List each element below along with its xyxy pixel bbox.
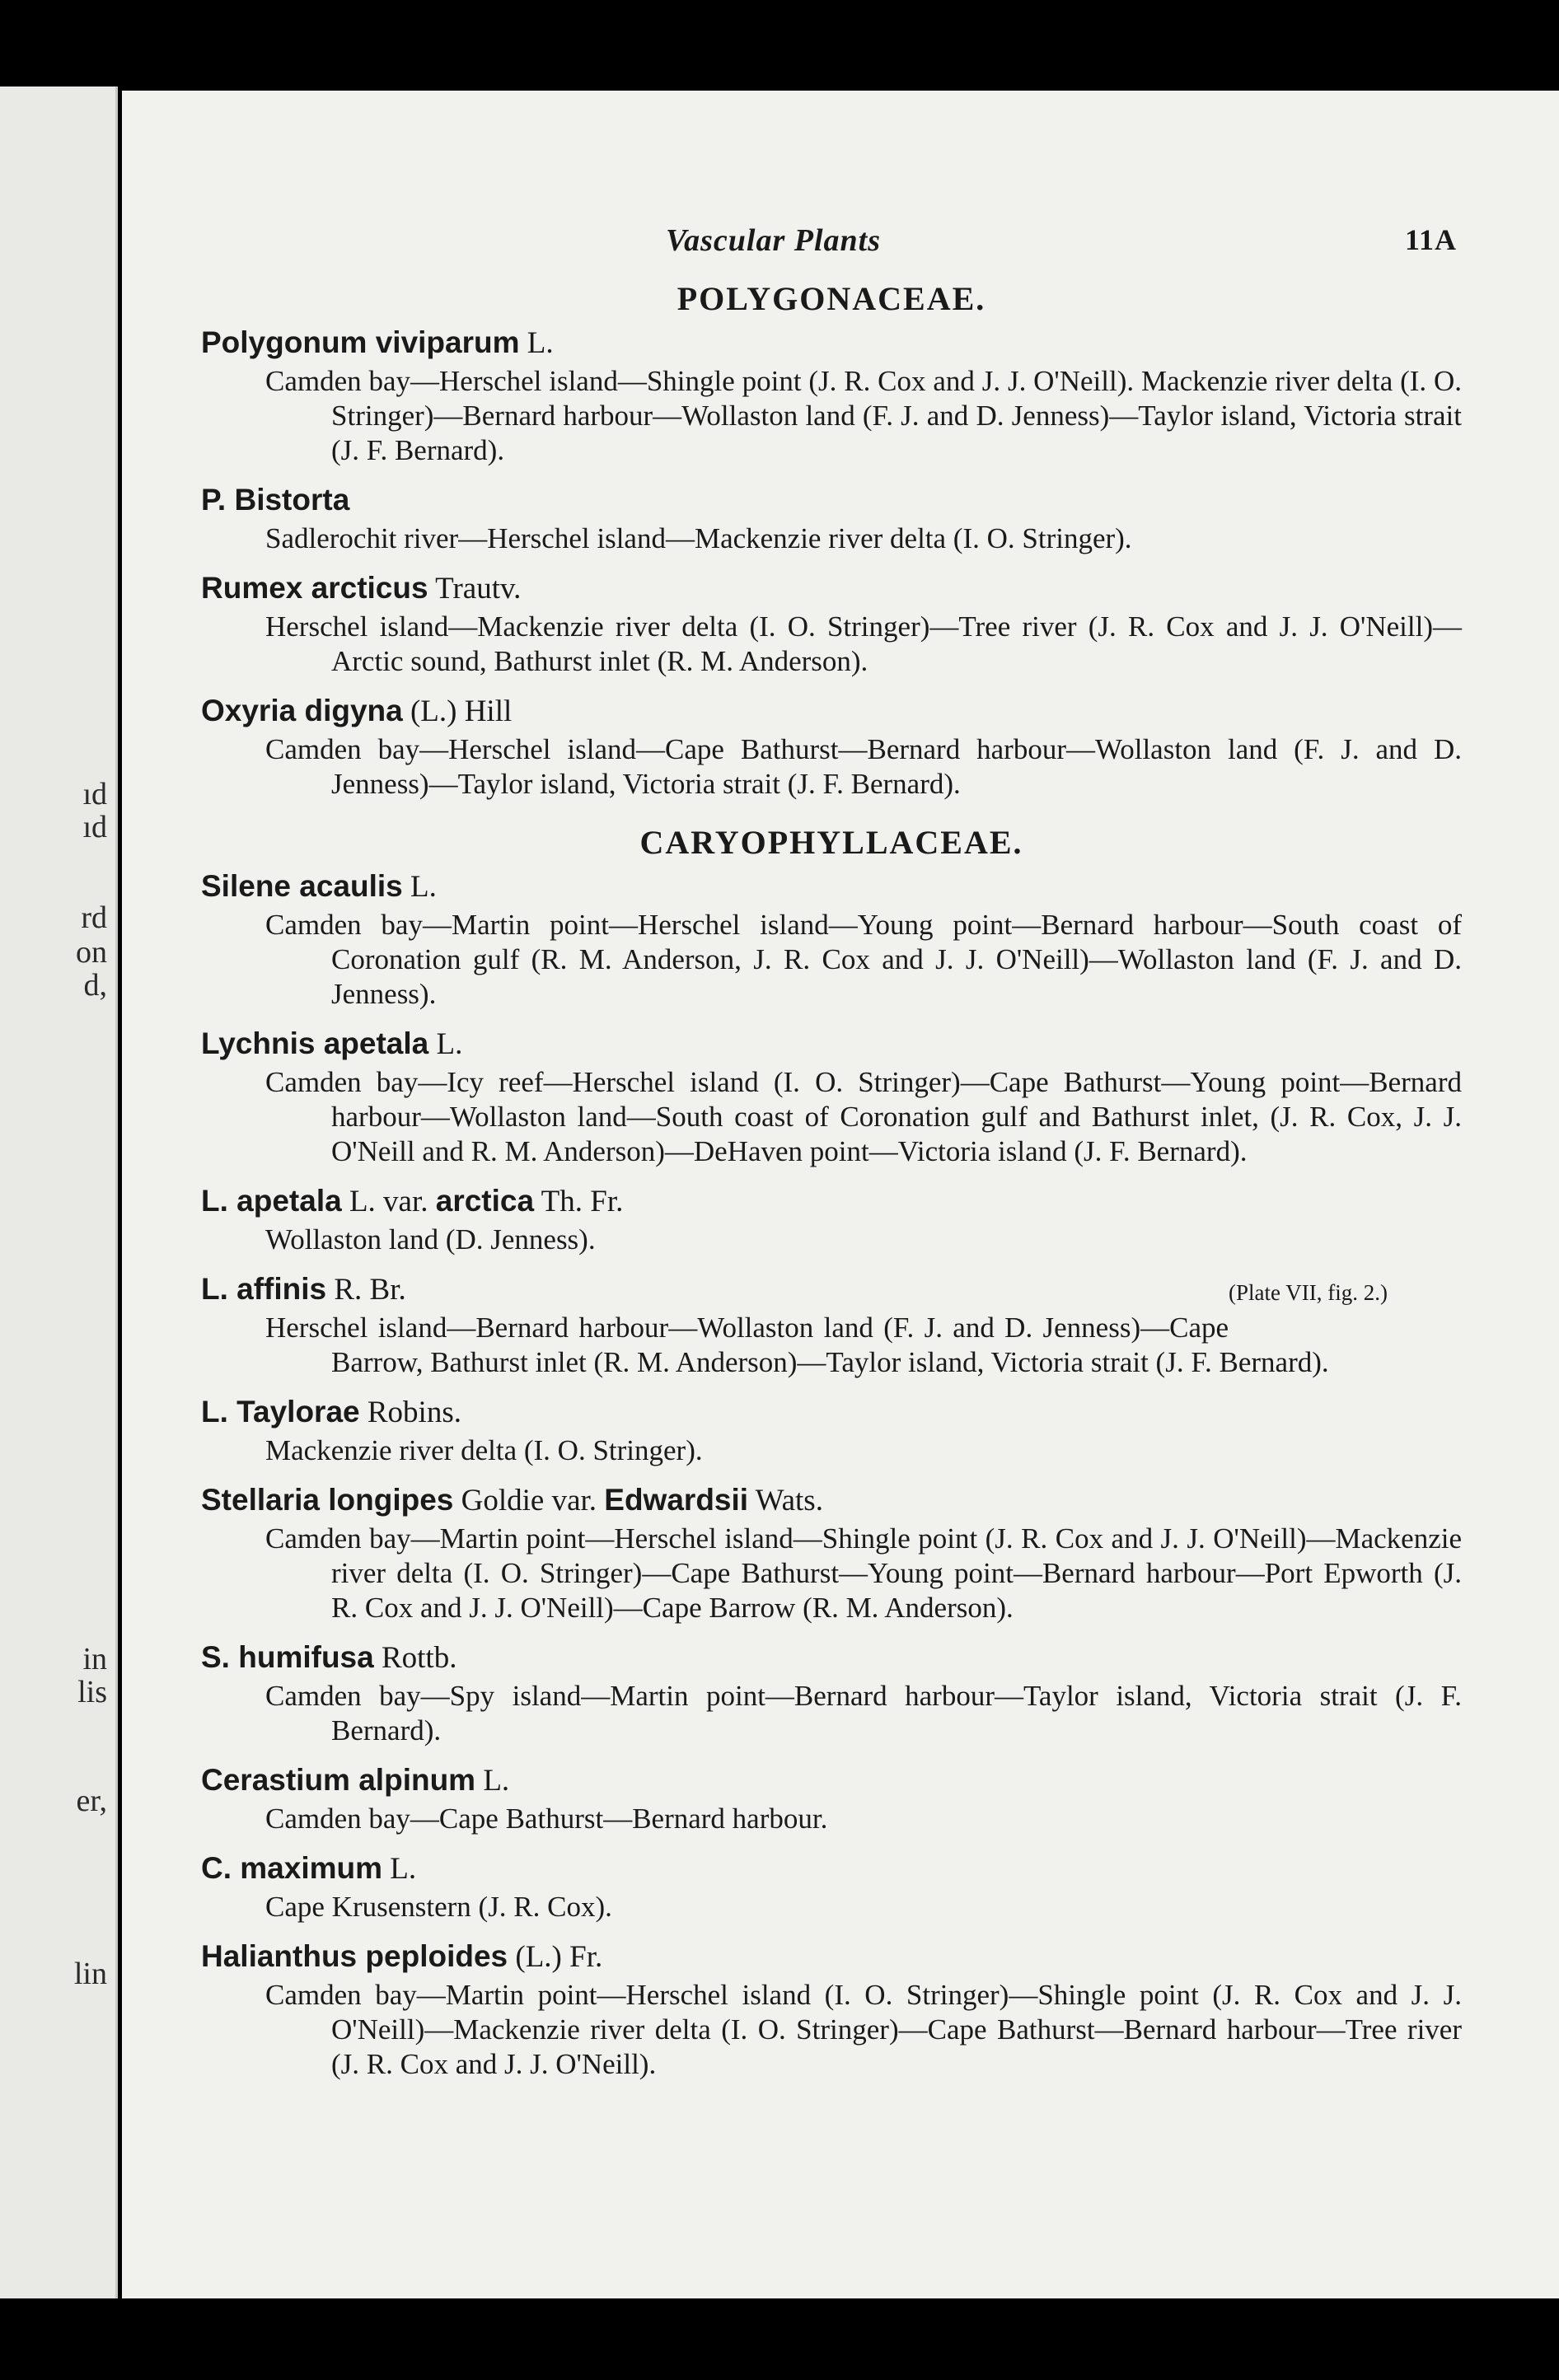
margin-fragment: ıd — [82, 777, 107, 811]
species-authority: (L.) Fr. — [508, 1940, 603, 1974]
species-name: L. affinis — [201, 1272, 327, 1306]
species-entry — [201, 866, 1462, 1012]
species-authority: Goldie var. — [453, 1484, 605, 1517]
species-entry — [201, 1848, 1462, 1924]
species-authority: Rottb. — [373, 1641, 457, 1675]
species-authority: L. — [402, 870, 437, 904]
species-localities: Camden bay—Cape Bathurst—Bernard harbour. — [265, 1803, 828, 1835]
species-localities: Herschel island—Bernard harbour—Wollaston land (F. J. and D. Jenness)—Cape Barrow, Bathurst inlet (R. M. Anderson)—Taylor island, Victoria strait (J. F. Bernard). — [265, 1312, 1329, 1378]
species-name: S. humifusa — [201, 1640, 374, 1674]
species-localities: Camden bay—Martin point—Herschel island—Young point—Bernard harbour—South coast of Coronation gulf (R. M. Anderson, J. R. Cox and J. J. O'Neill)—Wollaston land (F. J. and D. Jenness). — [265, 909, 1462, 1010]
species-entry — [201, 1760, 1462, 1836]
species-entry — [201, 568, 1462, 679]
species-localities: Cape Krusenstern (J. R. Cox). — [265, 1891, 612, 1923]
species-name: Halianthus peploides — [201, 1939, 508, 1973]
variety-authority: Th. Fr. — [534, 1185, 624, 1218]
species-entry — [201, 1637, 1462, 1748]
margin-fragment: er, — [76, 1784, 107, 1818]
margin-fragment: rd — [81, 900, 107, 935]
margin-fragment: d, — [83, 968, 107, 1003]
species-localities: Camden bay—Herschel island—Cape Bathurst—Bernard harbour—Wollaston land (F. J. and D. Jenness)—Taylor island, Victoria strait (J. F. Bernard). — [265, 733, 1462, 800]
species-name: P. Bistorta — [201, 483, 350, 517]
species-authority: L. var. — [341, 1185, 436, 1218]
page-header — [666, 222, 1457, 272]
species-authority: Trautv. — [428, 572, 522, 606]
page-number: 11A — [1404, 223, 1457, 256]
page-content — [201, 276, 1462, 2082]
variety-authority: Wats. — [748, 1484, 823, 1517]
species-name: Polygonum viviparum — [201, 325, 520, 359]
document-page — [122, 91, 1559, 2298]
species-entry — [201, 1181, 1462, 1257]
species-localities: Camden bay—Martin point—Herschel island—Shingle point (J. R. Cox and J. J. O'Neill)—Mackenzie river delta (I. O. Stringer)—Cape Bathurst—Young point—Bernard harbour—Port Epworth (J. R. Cox and J. J. O'Neill)—Cape Barrow (R. M. Anderson). — [265, 1522, 1462, 1624]
species-name: Lychnis apetala — [201, 1026, 429, 1060]
species-localities: Camden bay—Icy reef—Herschel island (I. O. Stringer)—Cape Bathurst—Young point—Bernard harbour—Wollaston land—South coast of Coronation gulf and Bathurst inlet, (J. R. Cox, J. J. O'Neill and R. M. Anderson)—DeHaven point—Victoria island (J. F. Bernard). — [265, 1066, 1462, 1167]
species-name: L. Taylorae — [201, 1395, 360, 1428]
species-name: L. apetala — [201, 1184, 342, 1218]
species-name: Rumex arcticus — [201, 571, 428, 605]
species-name: Silene acaulis — [201, 869, 403, 903]
species-localities: Camden bay—Spy island—Martin point—Bernard harbour—Taylor island, Victoria strait (J. F. Bernard). — [265, 1680, 1462, 1746]
species-authority: L. — [475, 1764, 510, 1798]
species-localities: Herschel island—Mackenzie river delta (I. O. Stringer)—Tree river (J. R. Cox and J. J. O'Neill)—Arctic sound, Bathurst inlet (R. M. Anderson). — [265, 610, 1462, 677]
species-localities: Wollaston land (D. Jenness). — [265, 1223, 596, 1255]
species-name: Oxyria digyna — [201, 694, 403, 727]
species-entry — [201, 1269, 1462, 1380]
species-authority: R. Br. — [326, 1273, 406, 1307]
species-name: Stellaria longipes — [201, 1483, 454, 1517]
margin-fragment: on — [76, 935, 107, 970]
species-authority: (L.) Hill — [402, 694, 513, 728]
margin-fragment: lis — [77, 1675, 107, 1709]
species-entry — [201, 479, 1462, 556]
species-entry — [201, 322, 1462, 468]
variety-name: arctica — [435, 1184, 535, 1218]
margin-fragment: lin — [73, 1957, 107, 1991]
margin-fragment: ıd — [82, 810, 107, 844]
previous-page-edge — [0, 87, 118, 2298]
plate-reference: (Plate VII, fig. 2.) — [1229, 1280, 1388, 1305]
running-title: Vascular Plants — [666, 223, 882, 258]
species-entry — [201, 690, 1462, 802]
species-localities: Sadlerochit river—Herschel island—Mackenzie river delta (I. O. Stringer). — [265, 522, 1132, 554]
species-name: C. maximum — [201, 1851, 383, 1885]
species-localities: Camden bay—Martin point—Herschel island (I. O. Stringer)—Shingle point (J. R. Cox and J. J. O'Neill)—Mackenzie river delta (I. O. Stringer)—Cape Bathurst—Bernard harbour—Tree river (J. R. Cox and J. J. O'Neill). — [265, 1979, 1462, 2080]
species-authority: L. — [382, 1852, 417, 1886]
species-localities: Camden bay—Herschel island—Shingle point (J. R. Cox and J. J. O'Neill). Mackenzie river delta (I. O. Stringer)—Bernard harbour—Wollaston land (F. J. and D. Jenness)—Taylor island, Victoria strait (J. F. Bernard). — [265, 365, 1462, 466]
family-heading: POLYGONACEAE. — [677, 280, 986, 317]
species-authority: L. — [519, 326, 554, 360]
species-localities: Mackenzie river delta (I. O. Stringer). — [265, 1434, 703, 1466]
species-authority: Robins. — [359, 1396, 461, 1429]
species-entry — [201, 1936, 1462, 2082]
family-heading: CARYOPHYLLACEAE. — [639, 824, 1023, 861]
margin-fragment: in — [82, 1642, 107, 1676]
species-name: Cerastium alpinum — [201, 1763, 476, 1797]
variety-name: Edwardsii — [604, 1483, 749, 1517]
species-authority: L. — [428, 1027, 463, 1061]
species-entry — [201, 1023, 1462, 1169]
species-entry — [201, 1480, 1462, 1625]
species-entry — [201, 1391, 1462, 1468]
